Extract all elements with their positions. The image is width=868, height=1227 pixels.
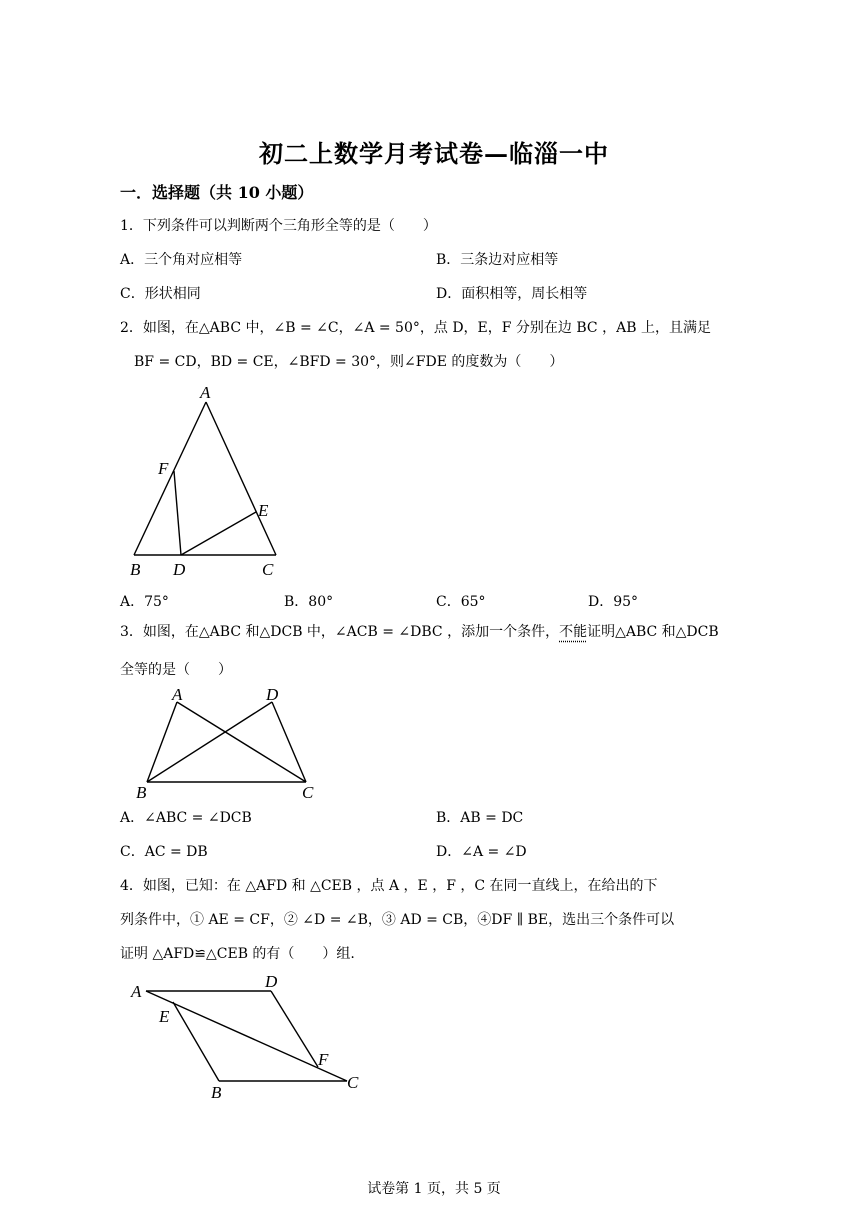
q2-label-d: D xyxy=(173,560,186,579)
q2-option-a: A．75° xyxy=(120,594,169,610)
q3-segment-db xyxy=(147,702,272,782)
q3-label-a: A xyxy=(172,685,183,704)
q2-segment-de xyxy=(181,512,256,555)
q4-segment-dc-side xyxy=(271,991,318,1067)
q3-label-c: C xyxy=(302,783,314,802)
q4-segment-ac xyxy=(146,991,347,1081)
q3-segment-ac xyxy=(177,702,306,782)
q2-option-b: B．80° xyxy=(284,594,334,610)
q2-label-a: A xyxy=(200,383,211,402)
section-heading: 一．选择题（共 10 小题） xyxy=(120,183,314,202)
q3-stem-emphasis: 不能 xyxy=(559,624,588,640)
q2-stem-line2: BF = CD，BD = CE，∠BFD = 30°，则∠FDE 的度数为（ ） xyxy=(134,354,564,370)
q1-stem: 1．下列条件可以判断两个三角形全等的是（ ） xyxy=(120,218,437,234)
q2-label-b: B xyxy=(130,560,141,579)
q2-label-f: F xyxy=(158,459,169,478)
q4-stem-line3: 证明 △AFD≌△CEB 的有（ ）组. xyxy=(120,946,355,962)
page-footer: 试卷第 1 页，共 5 页 xyxy=(367,1181,501,1197)
q2-segment-ac xyxy=(206,402,276,555)
q4-stem-line1: 4．如图，已知：在 △AFD 和 △CEB ，点 A ，E ，F ，C 在同一直线上，在给出的下 xyxy=(120,878,658,894)
q3-label-b: B xyxy=(136,783,147,802)
q2-label-e: E xyxy=(258,501,269,520)
q4-parallelogram-figure xyxy=(125,970,375,1105)
q2-segment-fd xyxy=(174,471,181,555)
page-title: 初二上数学月考试卷—临淄一中 xyxy=(259,139,609,168)
q3-stem-pre: 3．如图，在△ABC 和△DCB 中，∠ACB = ∠DBC ，添加一个条件， xyxy=(120,624,560,640)
q3-option-c: C．AC = DB xyxy=(120,844,208,860)
q3-segment-dc xyxy=(272,702,306,782)
q4-stem-line2: 列条件中，① AE = CF，② ∠D = ∠B，③ AD = CB，④DF ∥ BE，选出三个条件可以 xyxy=(120,912,675,928)
q2-label-c: C xyxy=(262,560,274,579)
q3-quadrilateral-figure xyxy=(130,684,330,804)
q1-option-b: B．三条边对应相等 xyxy=(436,252,559,268)
q1-option-c: C．形状相同 xyxy=(120,286,201,302)
q4-label-c: C xyxy=(347,1073,359,1092)
q4-label-e: E xyxy=(159,1007,170,1026)
q2-option-c: C．65° xyxy=(436,594,486,610)
q3-option-b: B．AB = DC xyxy=(436,810,524,826)
q2-option-d: D．95° xyxy=(588,594,639,610)
q3-option-a: A．∠ABC = ∠DCB xyxy=(120,810,252,826)
q4-label-f: F xyxy=(318,1050,329,1069)
q3-stem-post: 证明△ABC 和△DCB xyxy=(587,624,719,640)
q2-stem-line1: 2．如图，在△ABC 中，∠B = ∠C，∠A = 50°，点 D，E，F 分别在边 BC ，AB 上，且满足 xyxy=(120,320,711,336)
q2-triangle-figure xyxy=(120,380,300,580)
q3-stem-line2: 全等的是（ ） xyxy=(120,662,232,678)
q3-option-d: D．∠A = ∠D xyxy=(436,844,527,860)
q1-option-a: A．三个角对应相等 xyxy=(120,252,243,268)
q4-label-a: A xyxy=(131,982,142,1001)
q3-segment-ab xyxy=(147,702,177,782)
q4-label-b: B xyxy=(211,1083,222,1102)
q3-stem-line1 xyxy=(120,622,719,642)
q3-label-d: D xyxy=(266,685,279,704)
q4-label-d: D xyxy=(265,972,278,991)
q2-segment-ab xyxy=(134,402,206,555)
q1-option-d: D．面积相等，周长相等 xyxy=(436,286,588,302)
